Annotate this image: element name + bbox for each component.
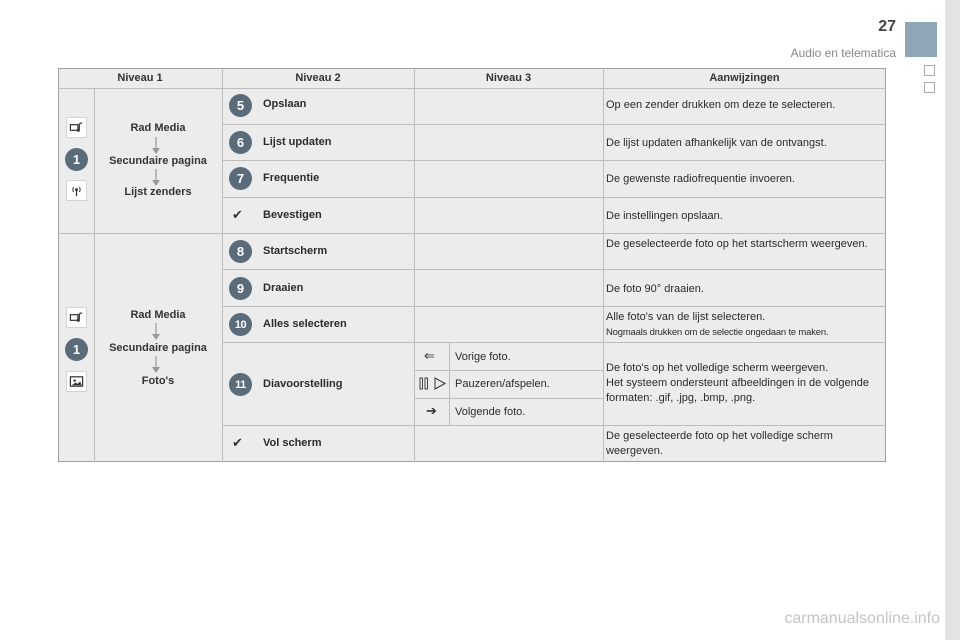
column-divider [94, 88, 95, 462]
checkmark-icon: ✔ [232, 207, 243, 222]
arrow-down-icon [151, 169, 161, 187]
column-divider [603, 68, 604, 462]
table-border [58, 68, 59, 462]
chapter-tab [905, 22, 937, 57]
previous-arrow-icon: ⇐ [424, 348, 435, 363]
level2-label: Bevestigen [263, 209, 322, 221]
row-divider [414, 398, 603, 399]
page-number: 27 [878, 18, 896, 35]
row-divider [58, 233, 886, 234]
level1-path-item: Rad Media [130, 309, 186, 321]
level1-path-item: Rad Media [130, 122, 186, 134]
arrow-down-icon [151, 137, 161, 155]
instruction-text: Op een zender drukken om deze te selecteren. [606, 99, 836, 111]
level3-label: Volgende foto. [455, 406, 526, 418]
level3-label: Pauzeren/afspelen. [455, 378, 550, 390]
header-niveau-1: Niveau 1 [117, 72, 163, 84]
table-border [58, 68, 886, 69]
step-badge: 1 [65, 148, 88, 171]
arrow-down-icon [151, 323, 161, 341]
next-arrow-icon: ➔ [426, 403, 437, 418]
level2-label: Alles selecteren [263, 318, 347, 330]
instruction-subtext: Nogmaals drukken om de selectie ongedaan te maken. [606, 327, 829, 338]
row-divider [222, 425, 886, 426]
checkmark-icon: ✔ [232, 435, 243, 450]
column-divider [414, 68, 415, 462]
media-source-icon [66, 117, 87, 138]
step-badge: 1 [65, 338, 88, 361]
watermark: carmanualsonline.info [784, 610, 940, 627]
row-divider [58, 88, 886, 89]
media-source-icon [66, 307, 87, 328]
instruction-text: De lijst updaten afhankelijk van de ontvangst. [606, 137, 827, 149]
level2-label: Frequentie [263, 172, 320, 184]
row-divider [222, 160, 886, 161]
row-divider [222, 124, 886, 125]
level1-path-item: Lijst zenders [124, 186, 192, 198]
section-title: Audio en telematica [790, 46, 896, 60]
photo-icon [66, 371, 87, 392]
step-badge: 8 [229, 240, 252, 263]
instruction-text: De gewenste radiofrequentie invoeren. [606, 173, 795, 185]
level2-label: Diavoorstelling [263, 378, 343, 390]
row-divider [222, 269, 886, 270]
step-badge: 9 [229, 277, 252, 300]
level1-path-item: Foto's [141, 375, 175, 387]
instruction-text: De geselecteerde foto op het volledige scherm weergeven. [606, 430, 833, 457]
page-edge-strip [945, 0, 960, 640]
instruction-text: De geselecteerde foto op het startscherm weergeven. [606, 238, 868, 250]
table-border [885, 68, 886, 462]
instruction-text: Alle foto's van de lijst selecteren. [606, 311, 766, 323]
column-divider [449, 342, 450, 425]
step-badge: 7 [229, 167, 252, 190]
instruction-text: De instellingen opslaan. [606, 210, 723, 222]
step-badge: 11 [229, 373, 252, 396]
header-niveau-3: Niveau 3 [485, 72, 532, 84]
row-divider [414, 370, 603, 371]
column-divider [222, 68, 223, 462]
level1-path-item: Secundaire pagina [109, 342, 207, 354]
margin-marker [924, 82, 935, 93]
instruction-text: De foto 90° draaien. [606, 283, 704, 295]
step-badge: 10 [229, 313, 252, 336]
instruction-text: De foto's op het volledige scherm weergeven. Het systeem ondersteunt afbeeldingen in de volgende formaten: .gif, .jpg, .bmp, .png. [606, 362, 869, 404]
row-divider [222, 342, 886, 343]
radio-antenna-icon [66, 180, 87, 201]
level1-path-item: Secundaire pagina [109, 155, 207, 167]
header-aanwijzingen: Aanwijzingen [709, 72, 780, 84]
step-badge: 6 [229, 131, 252, 154]
arrow-down-icon [151, 356, 161, 374]
header-niveau-2: Niveau 2 [295, 72, 341, 84]
step-badge: 5 [229, 94, 252, 117]
level2-label: Opslaan [263, 98, 307, 110]
row-divider [222, 306, 886, 307]
margin-marker [924, 65, 935, 76]
level3-label: Vorige foto. [455, 351, 511, 363]
row-divider [222, 197, 886, 198]
level2-label: Lijst updaten [263, 136, 332, 148]
level2-label: Draaien [263, 282, 304, 294]
level2-label: Startscherm [263, 245, 328, 257]
pause-play-icon [419, 377, 447, 390]
table-border [58, 461, 886, 462]
level2-label: Vol scherm [263, 437, 322, 449]
